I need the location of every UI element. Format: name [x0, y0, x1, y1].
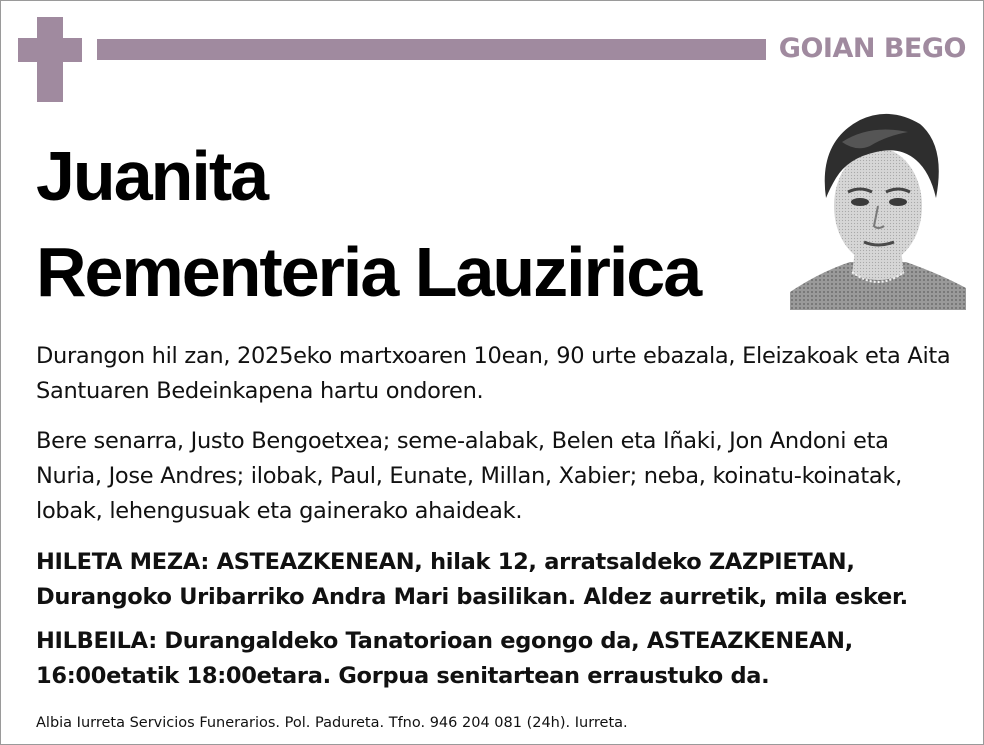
deceased-first-name: Juanita: [36, 137, 268, 215]
header-divider-bar: [97, 39, 766, 60]
funeral-mass-paragraph: HILETA MEZA: ASTEAZKENEAN, hilak 12, arratsaldeko ZAZPIETAN, Durangoko Uribarriko Andra Mari basilikan. Aldez aurretik, mila esker.: [36, 549, 908, 610]
death-announcement-paragraph: Durangon hil zan, 2025eko martxoaren 10ean, 90 urte ebazala, Eleizakoak eta Aita Santuaren Bedeinkapena hartu ondoren.: [36, 343, 951, 404]
deceased-last-names: Rementeria Lauzirica: [36, 233, 701, 311]
wake-paragraph: HILBEILA: Durangaldeko Tanatorioan egongo da, ASTEAZKENEAN, 16:00etatik 18:00etara. Gorpua senitartean erraustuko da.: [36, 628, 853, 689]
funeral-home-footer: Albia Iurreta Servicios Funerarios. Pol. Padureta. Tfno. 946 204 081 (24h). Iurreta.: [36, 715, 628, 731]
header-label: GOIAN BEGO: [778, 33, 966, 64]
family-paragraph: Bere senarra, Justo Bengoetxea; seme-alabak, Belen eta Iñaki, Jon Andoni eta Nuria, Jose Andres; ilobak, Paul, Eunate, Millan, Xabier; neba, koinatu-koinatak, lobak, lehengusuak eta gainerako ahaideak.: [36, 428, 902, 524]
portrait-photo: [790, 102, 966, 310]
